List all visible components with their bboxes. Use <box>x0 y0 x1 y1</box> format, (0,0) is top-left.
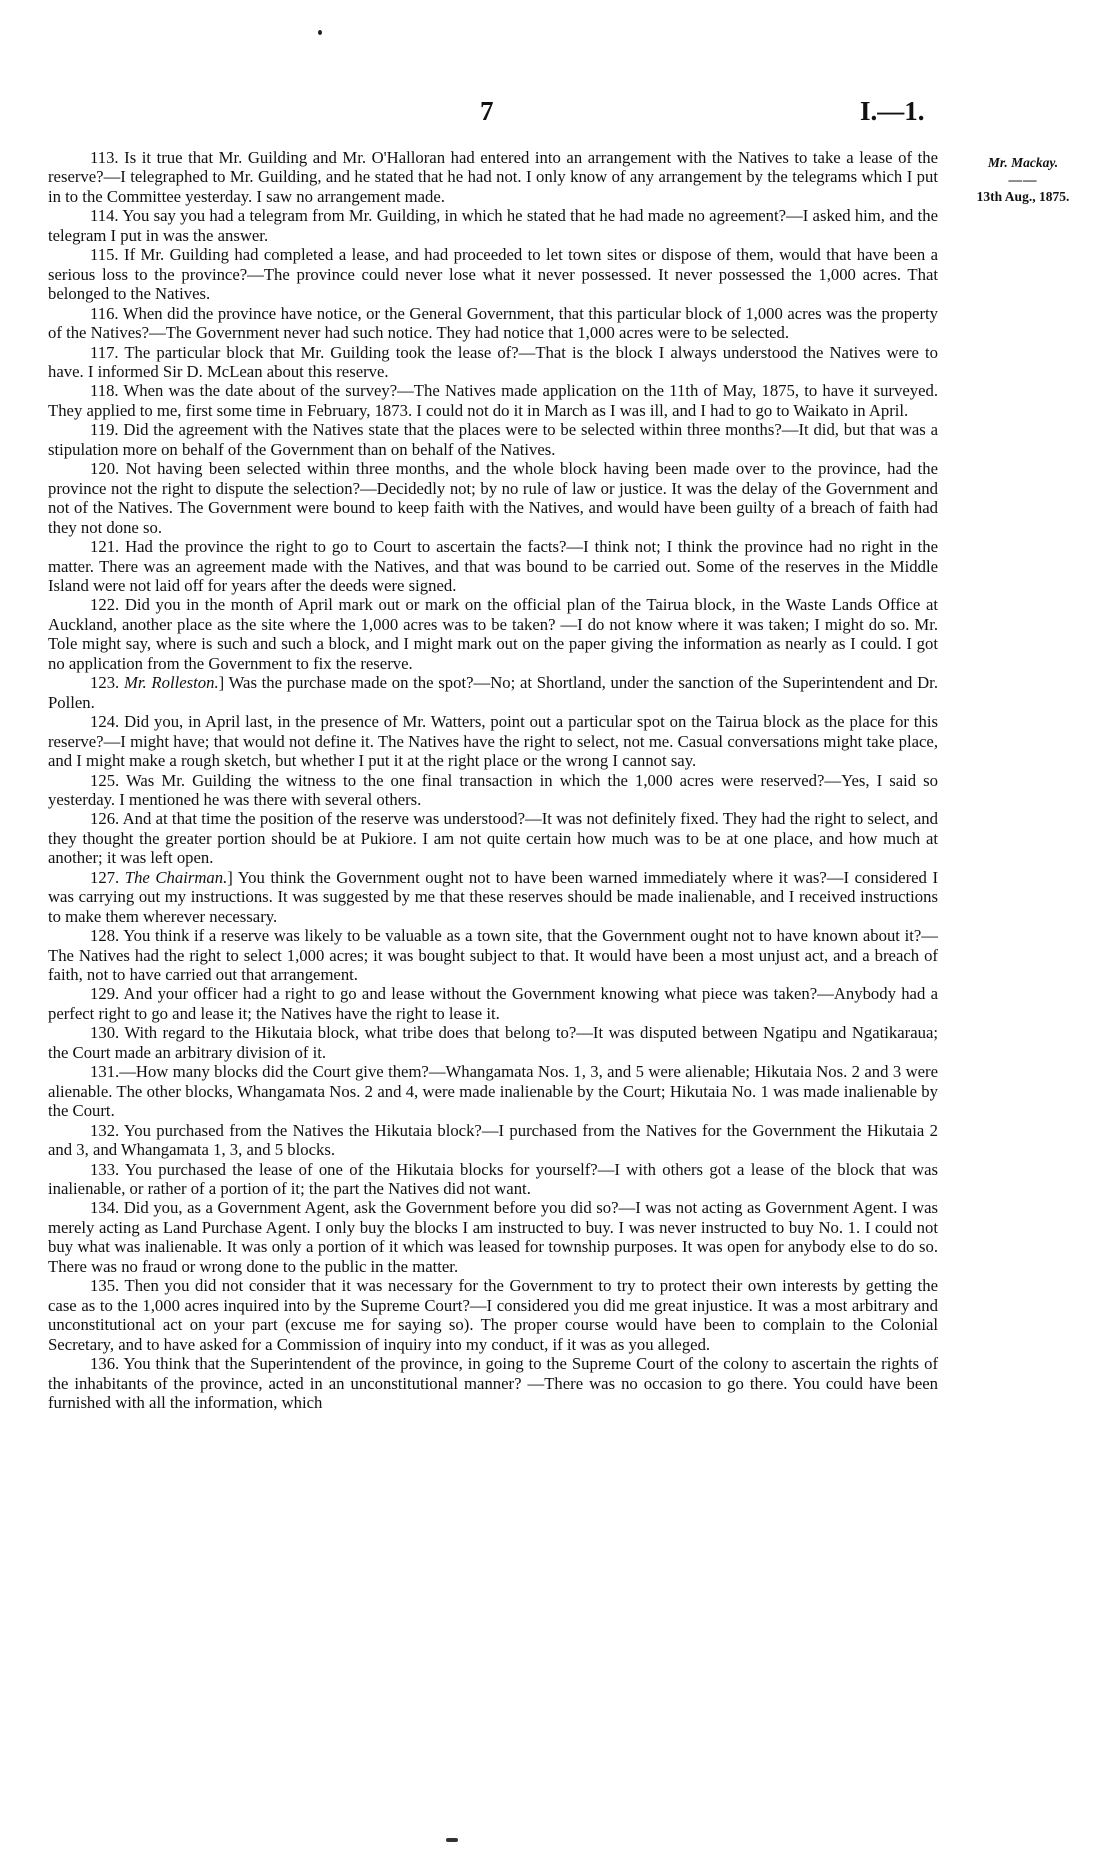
paragraph-122: 122. Did you in the month of April mark out or mark on the official plan of the Tairua block, in the Waste Lands Office at Auckland, another place as the site where the 1,000 acres was to be taken? —I do not know where it was taken; I might do so. Mr. Tole might say, where is such and such a block, and I might mark out on the paper giving the information as nearly as I could. I got no application from the Government to fix the reserve. <box>48 595 938 673</box>
scan-speck <box>318 30 322 35</box>
margin-witness: Mr. Mackay. <box>987 155 1059 170</box>
paragraph-123: 123. Mr. Rolleston.] Was the purchase made on the spot?—No; at Shortland, under the sanction of the Superintendent and Dr. Pollen. <box>48 673 938 712</box>
scan-mark <box>446 1838 458 1842</box>
paragraph-126: 126. And at that time the position of the reserve was understood?—It was not definitely fixed. They had the right to select, and they thought the greater portion should be at Pukiore. I am not quite certain how much was to be at one place, and how much at another; it was left open. <box>48 809 938 868</box>
margin-note <box>948 154 1098 205</box>
margin-date: 13th Aug., 1875. <box>976 189 1070 204</box>
paragraph-131: 131.—How many blocks did the Court give them?—Whangamata Nos. 1, 3, and 5 were alienable; Hikutaia Nos. 2 and 3 were alienable. The other blocks, Whangamata Nos. 2 and 4, were made inalienable by the Court; Hikutaia No. 1 was made inalienable by the Court. <box>48 1062 938 1121</box>
speaker-name: The Chairman. <box>124 867 228 887</box>
paragraph-136: 136. You think that the Superintendent of the province, in going to the Supreme Court of the colony to ascertain the rights of the inhabitants of the province, acted in an unconstitutional manner? —There was no occasion to go there. You could have been furnished with all the information, which <box>48 1354 938 1412</box>
margin-dash: —— <box>1008 172 1038 187</box>
paragraph-124: 124. Did you, in April last, in the presence of Mr. Watters, point out a particular spot on the Tairua block as the place for this reserve?—I might have; that would not define it. The Natives have the right to select, not me. Casual conversations might take place, and I might make a rough sketch, but whether I put it at the right place or the wrong I cannot say. <box>48 712 938 771</box>
paragraph-133: 133. You purchased the lease of one of the Hikutaia blocks for yourself?—I with others got a lease of the block that was inalienable, or rather of a portion of it; the part the Natives did not want. <box>48 1159 938 1199</box>
evidence-text <box>48 148 938 1412</box>
paragraph-125: 125. Was Mr. Guilding the witness to the one final transaction in which the 1,000 acres were reserved?—Yes, I said so yesterday. I mentioned he was there with several others. <box>48 770 938 809</box>
paragraph-115: 115. If Mr. Guilding had completed a lease, and had proceeded to let town sites or dispose of them, would that have been a serious loss to the province?—The province could never lose what it never possessed. It never possessed the 1,000 acres. That belonged to the Natives. <box>48 245 938 304</box>
paragraph-135: 135. Then you did not consider that it was necessary for the Government to try to protect their own interests by getting the case as to the 1,000 acres inquired into by the Supreme Court?—I considered you did me great injustice. It was a most arbitrary and unconstitutional act on your part (excuse me for saying so). The proper course would have been to complain to the Colonial Secretary, and to have asked for a Commission of inquiry into my conduct, if it was as you alleged. <box>48 1276 938 1354</box>
paragraph-117: 117. The particular block that Mr. Guilding took the lease of?—That is the block I always understood the Natives were to have. I informed Sir D. McLean about this reserve. <box>48 342 938 381</box>
paragraph-128: 128. You think if a reserve was likely to be valuable as a town site, that the Government ought not to have known about it?—The Natives had the right to select 1,000 acres; it was bought subject to that. It would have been a most unjust act, and a breach of faith, not to have carried out that arrangement. <box>48 926 938 985</box>
paragraph-132: 132. You purchased from the Natives the Hikutaia block?—I purchased from the Natives for the Government the Hikutaia 2 and 3, and Whangamata 1, 3, and 5 blocks. <box>48 1120 938 1160</box>
document-reference: I.—1. <box>860 96 925 126</box>
paragraph-120: 120. Not having been selected within three months, and the whole block having been made over to the province, had the province not the right to dispute the selection?—Decidedly not; by no rule of law or justice. It was the delay of the Government and not of the Natives. The Government were bound to keep faith with the Natives, and would have been guilty of a breach of faith had they not done so. <box>48 459 938 537</box>
paragraph-114: 114. You say you had a telegram from Mr. Guilding, in which he stated that he had made no agreement?—I asked him, and the telegram I put in was the answer. <box>48 206 938 245</box>
paragraph-113: 113. Is it true that Mr. Guilding and Mr. O'Halloran had entered into an arrangement with the Natives to take a lease of the reserve?—I telegraphed to Mr. Guilding, and he stated that he had not. I only know of any arrangement by the telegrams which I put in to the Committee yesterday. I saw no arrangement made. <box>48 148 938 206</box>
paragraph-134: 134. Did you, as a Government Agent, ask the Government before you did so?—I was not acting as Government Agent. I was merely acting as Land Purchase Agent. I only buy the blocks I am instructed to buy. I was never instructed to buy No. 1. I could not buy what was inalienable. It was only a portion of it which was leased for township purposes. It was open for anybody else to do so. There was no fraud or wrong done to the public in the matter. <box>48 1198 938 1276</box>
paragraph-129: 129. And your officer had a right to go and lease without the Government knowing what piece was taken?—Anybody had a perfect right to go and lease it; the Natives have the right to lease it. <box>48 984 938 1023</box>
page-number: 7 <box>480 96 494 126</box>
speaker-name: Mr. Rolleston. <box>123 673 219 693</box>
paragraph-119: 119. Did the agreement with the Natives state that the places were to be selected within three months?—It did, but that was a stipulation more on behalf of the Government than on behalf of the Natives. <box>48 420 938 459</box>
paragraph-127: 127. The Chairman.] You think the Government ought not to have been warned immediately where it was?—I considered I was carrying out my instructions. It was suggested by me that these reserves should be made inalienable, and I received instructions to make them wherever necessary. <box>48 867 939 926</box>
paragraph-121: 121. Had the province the right to go to Court to ascertain the facts?—I think not; I think the province had no right in the matter. There was an agreement made with the Natives, and that was bound to be carried out. Some of the reserves in the Middle Island were not laid off for years after the deeds were signed. <box>48 537 938 595</box>
paragraph-118: 118. When was the date about of the survey?—The Natives made application on the 11th of May, 1875, to have it surveyed. They applied to me, first some time in February, 1873. I could not do it in March as I was ill, and I had to go to Waikato in April. <box>48 381 938 420</box>
paragraph-130: 130. With regard to the Hikutaia block, what tribe does that belong to?—It was disputed between Ngatipu and Ngatikaraua; the Court made an arbitrary division of it. <box>48 1023 938 1062</box>
paragraph-116: 116. When did the province have notice, or the General Government, that this particular block of 1,000 acres was the property of the Natives?—The Government never had such notice. They had notice that 1,000 acres were to be selected. <box>48 303 938 343</box>
